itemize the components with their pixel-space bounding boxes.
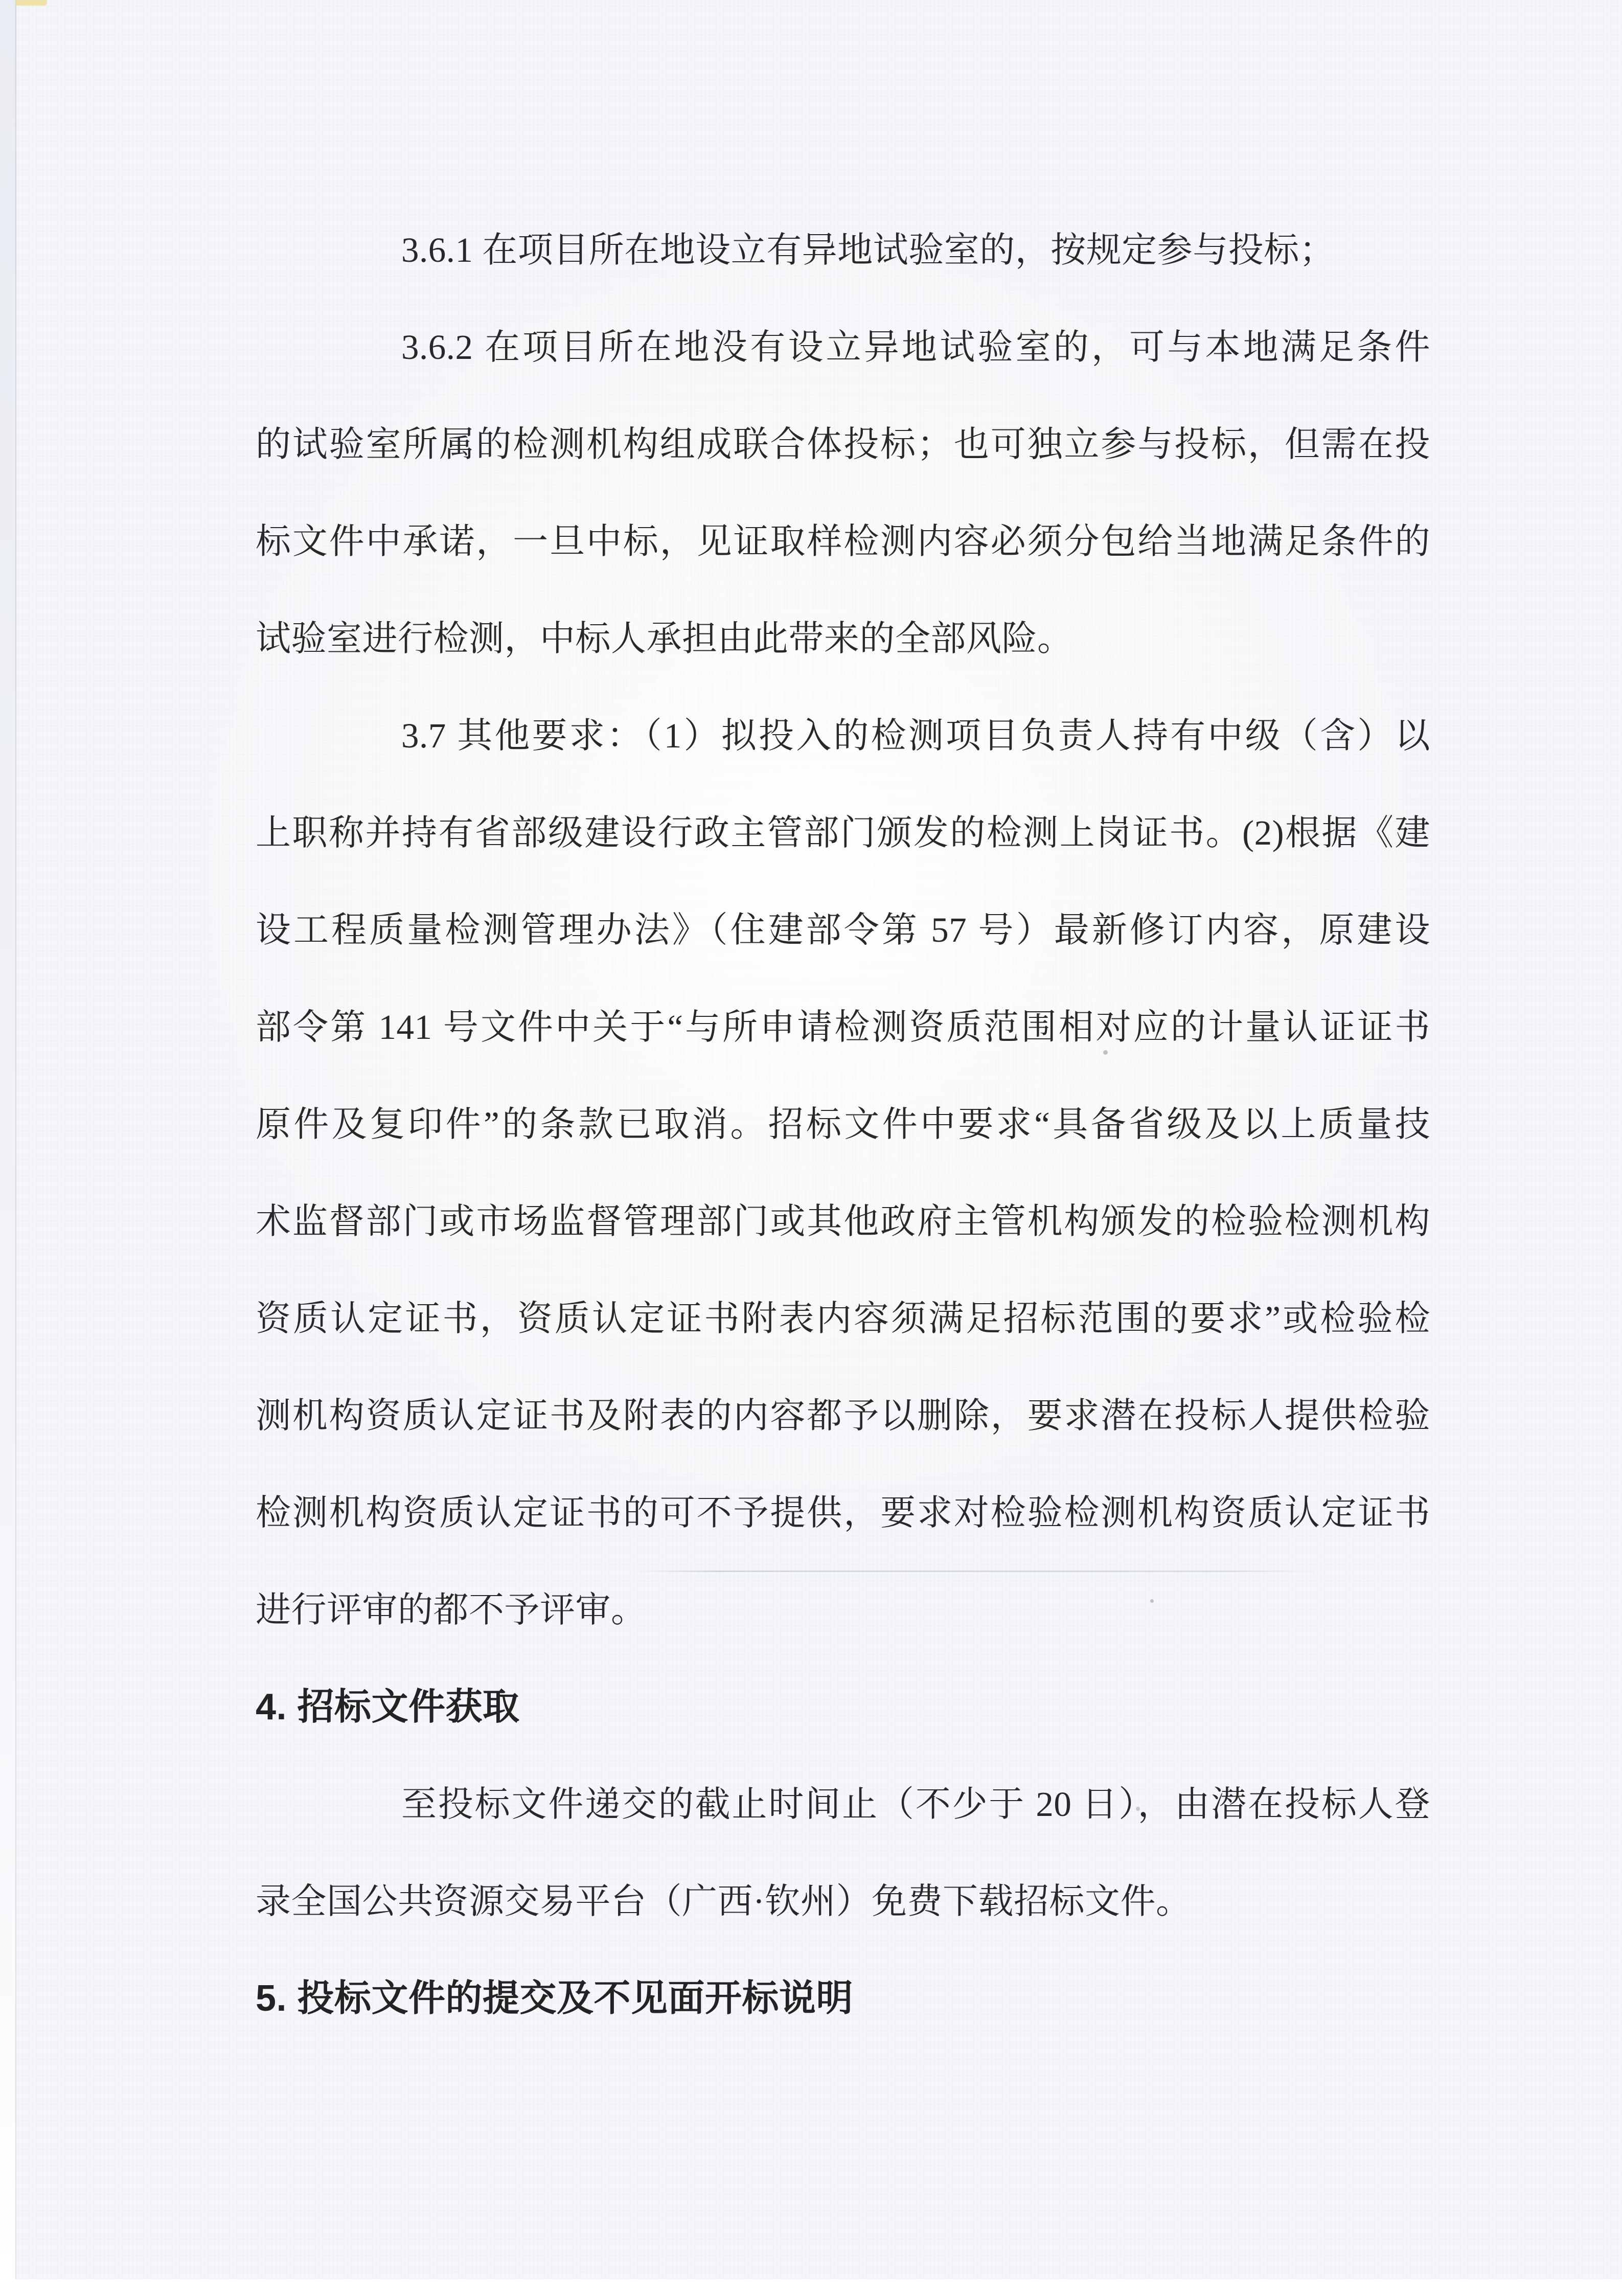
scan-bed-strip xyxy=(0,2279,1622,2296)
doc-line-3-6-2: 3.6.2 在项目所在地没有设立异地试验室的，可与本地满足条件 xyxy=(401,328,1430,367)
doc-line: 至投标文件递交的截止时间止（不少于 20 日），由潜在投标人登 xyxy=(401,1785,1430,1824)
doc-line: 原件及复印件”的条款已取消。招标文件中要求“具备省级及以上质量技 xyxy=(256,1105,1430,1144)
doc-line: 标文件中承诺，一旦中标，见证取样检测内容必须分包给当地满足条件的 xyxy=(256,522,1430,561)
doc-line: 部令第 141 号文件中关于“与所申请检测资质范围相对应的计量认证证书 xyxy=(256,1008,1430,1047)
scan-left-edge xyxy=(0,0,16,2280)
document-text-block xyxy=(256,201,1430,2047)
doc-line: 试验室进行检测，中标人承担由此带来的全部风险。 xyxy=(256,619,1073,658)
section-4-heading: 4. 招标文件获取 xyxy=(256,1687,520,1727)
doc-line: 上职称并持有省部级建设行政主管部门颁发的检测上岗证书。(2)根据《建 xyxy=(256,813,1430,852)
doc-line: 资质认定证书，资质认定证书附表内容须满足招标范围的要求”或检验检 xyxy=(256,1299,1430,1338)
section-5-heading: 5. 投标文件的提交及不见面开标说明 xyxy=(256,1978,854,2019)
doc-line: 设工程质量检测管理办法》（住建部令第 57 号）最新修订内容，原建设 xyxy=(256,911,1430,949)
doc-line: 术监督部门或市场监督管理部门或其他政府主管机构颁发的检验检测机构 xyxy=(256,1202,1430,1241)
scan-corner-mark xyxy=(15,0,47,6)
doc-line-3-7: 3.7 其他要求：（1）拟投入的检测项目负责人持有中级（含）以 xyxy=(401,716,1430,755)
doc-line: 检测机构资质认定证书的可不予提供，要求对检验检测机构资质认定证书 xyxy=(256,1493,1430,1532)
doc-line-3-6-1: 3.6.1 在项目所在地设立有异地试验室的，按规定参与投标； xyxy=(401,231,1335,269)
doc-line: 测机构资质认定证书及附表的内容都予以删除，要求潜在投标人提供检验 xyxy=(256,1396,1430,1435)
doc-line: 的试验室所属的检测机构组成联合体投标；也可独立参与投标，但需在投 xyxy=(256,425,1430,464)
doc-line: 录全国公共资源交易平台（广西·钦州）免费下载招标文件。 xyxy=(256,1882,1192,1921)
doc-line: 进行评审的都不予评审。 xyxy=(256,1590,647,1629)
